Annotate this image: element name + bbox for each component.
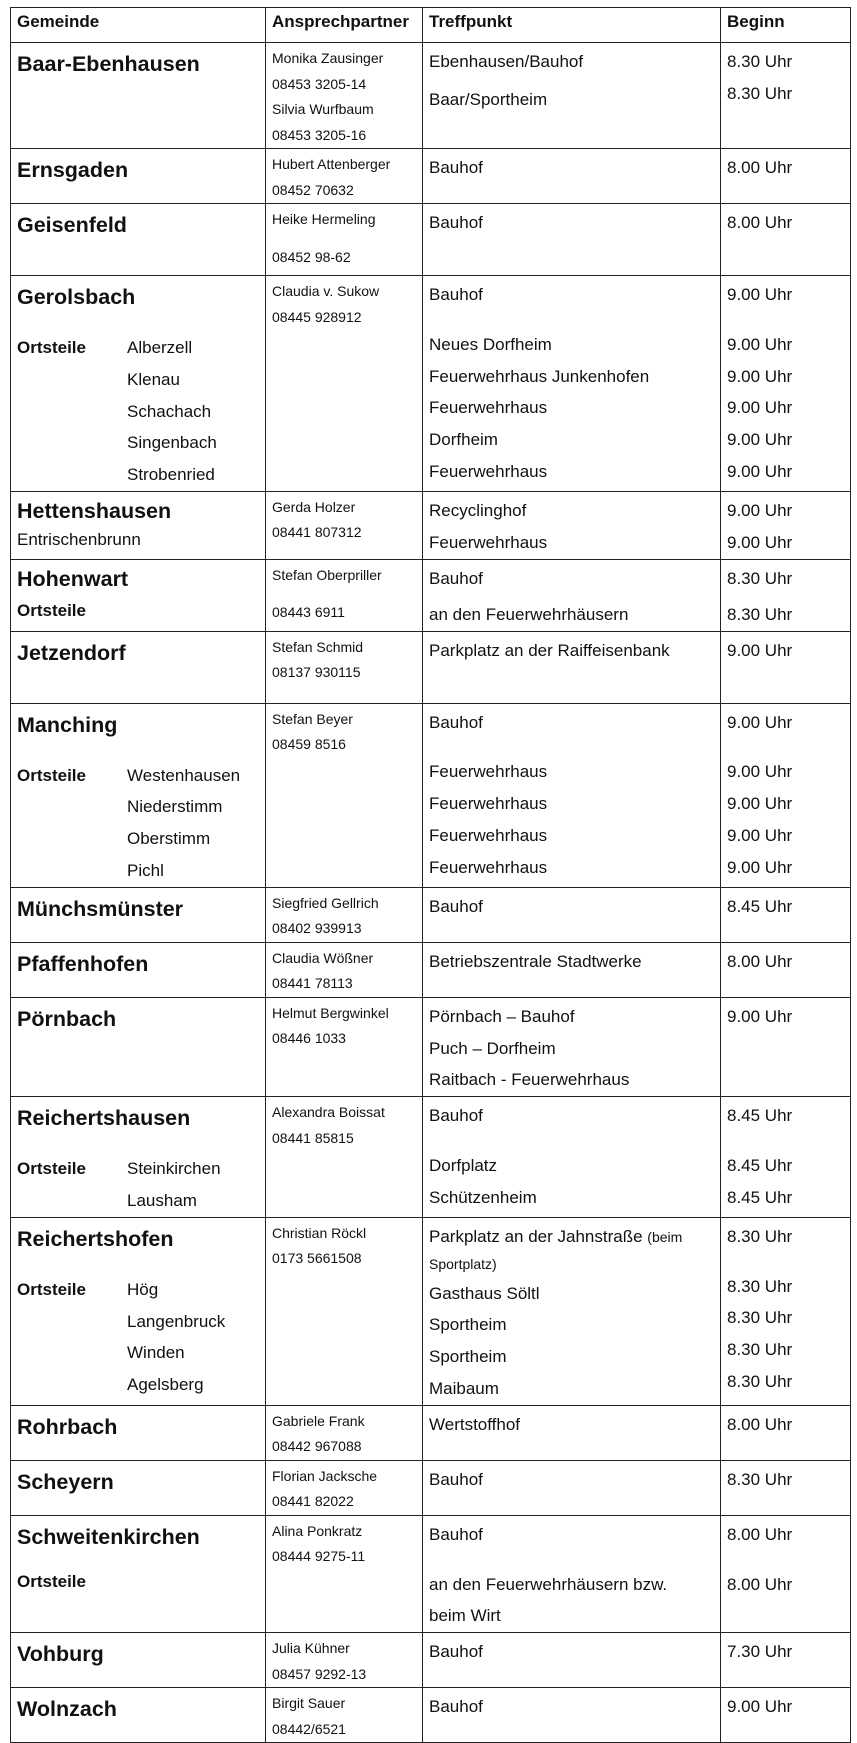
start-time: 8.30 Uhr	[727, 568, 793, 588]
ortsteile-label: Ortsteile	[17, 1571, 86, 1591]
start-time: 9.00 Uhr	[727, 366, 793, 386]
meeting-point: Sportheim	[429, 1315, 507, 1335]
table-row	[11, 1633, 851, 1688]
contact-phone: 0173 5661508	[272, 1250, 362, 1267]
table-row	[11, 276, 851, 492]
time-cell	[721, 631, 851, 703]
contact-phone: 08441 807312	[272, 524, 362, 541]
meeting-point: Feuerwehrhaus	[429, 398, 548, 418]
time-cell	[721, 1460, 851, 1515]
table-row	[11, 204, 851, 276]
contact-person: Gerda Holzer	[272, 498, 356, 515]
start-time: 8.30 Uhr	[727, 1276, 793, 1296]
gemeinde-name: Hettenshausen	[17, 498, 172, 523]
time-cell	[721, 1688, 851, 1743]
header-beginn: Beginn	[721, 8, 851, 43]
meeting-point: Bauhof	[429, 213, 483, 232]
start-time: 9.00 Uhr	[727, 1006, 793, 1026]
start-time: 8.30 Uhr	[727, 604, 793, 624]
contact-person: Stefan Beyer	[272, 710, 353, 727]
contact-phone: 08445 928912	[272, 308, 362, 325]
time-cell	[721, 703, 851, 887]
ortsteile-label: Ortsteile	[17, 765, 86, 785]
meeting-point: Parkplatz an der Jahnstraße (beim	[429, 1226, 683, 1246]
gemeinde-name: Gerolsbach	[17, 285, 136, 309]
gemeinde-name: Hohenwart	[17, 566, 129, 591]
ortsteil-name: Singenbach	[127, 433, 217, 453]
contact-cell	[266, 1405, 423, 1460]
start-time: 9.00 Uhr	[727, 334, 793, 354]
contact-cell	[266, 1633, 423, 1688]
start-time: 9.00 Uhr	[727, 430, 793, 450]
meeting-point: Bauhof	[429, 1524, 483, 1544]
contact-phone: 08453 3205-14	[272, 75, 367, 92]
table-row	[11, 1515, 851, 1632]
meeting-point: beim Wirt	[429, 1606, 501, 1626]
start-time: 8.00 Uhr	[727, 951, 793, 971]
contact-phone: 08452 98-62	[272, 248, 351, 265]
table-row	[11, 887, 851, 942]
meeting-point: Feuerwehrhaus	[429, 461, 548, 481]
meet-cell	[423, 149, 721, 204]
meeting-point: Bauhof	[429, 1106, 483, 1126]
meeting-point: Feuerwehrhaus	[429, 825, 548, 845]
start-time: 9.00 Uhr	[727, 1697, 793, 1717]
meet-cell	[423, 1688, 721, 1743]
table-row	[11, 491, 851, 559]
table-row	[11, 43, 851, 149]
contact-person: Birgit Sauer	[272, 1695, 346, 1712]
start-time: 9.00 Uhr	[727, 794, 793, 814]
meet-cell	[423, 559, 721, 631]
start-time: 9.00 Uhr	[727, 398, 793, 418]
gemeinde-name: Reichertshausen	[17, 1106, 191, 1131]
contact-phone: 08443 6911	[272, 604, 345, 621]
schedule-sheet	[10, 7, 850, 1743]
contact-phone: 08446 1033	[272, 1030, 346, 1047]
contact-phone: 08137 930115	[272, 664, 361, 681]
gemeinde-name: Manching	[17, 712, 118, 737]
start-time: 7.30 Uhr	[727, 1642, 793, 1662]
start-time: 8.45 Uhr	[727, 896, 793, 916]
contact-phone: 08442 967088	[272, 1438, 362, 1455]
ortsteil-name: Alberzell	[127, 338, 193, 357]
start-time: 8.00 Uhr	[727, 1414, 793, 1434]
meet-cell	[423, 887, 721, 942]
gemeinde-name: Schweitenkirchen	[17, 1524, 200, 1549]
meeting-point: an den Feuerwehrhäusern	[429, 604, 629, 624]
time-cell	[721, 1097, 851, 1218]
contact-cell	[266, 149, 423, 204]
start-time: 9.00 Uhr	[727, 461, 793, 481]
time-cell	[721, 1217, 851, 1405]
contact-person: Julia Kühner	[272, 1640, 350, 1657]
start-time: 8.45 Uhr	[727, 1155, 793, 1175]
ortsteil-name: Klenau	[127, 369, 180, 389]
ortsteil-name: Pichl	[127, 860, 164, 880]
contact-person: Florian Jacksche	[272, 1467, 378, 1484]
ortsteil-name: Hög	[127, 1279, 159, 1299]
contact-phone: 08444 9275-11	[272, 1548, 366, 1565]
meeting-point: Wertstoffhof	[429, 1414, 521, 1434]
contact-phone: 08457 9292-13	[272, 1665, 367, 1682]
start-time: 8.00 Uhr	[727, 158, 793, 177]
gemeinde-name: Pfaffenhofen	[17, 951, 149, 976]
meeting-point: Schützenheim	[429, 1187, 537, 1207]
ortsteil-name: Lausham	[127, 1190, 197, 1210]
table-row	[11, 1460, 851, 1515]
meet-cell	[423, 43, 721, 149]
start-time: 8.45 Uhr	[727, 1106, 793, 1126]
contact-cell	[266, 887, 423, 942]
meet-cell	[423, 1405, 721, 1460]
start-time: 9.00 Uhr	[727, 640, 793, 660]
meet-cell	[423, 491, 721, 559]
contact-cell	[266, 1688, 423, 1743]
start-time: 9.00 Uhr	[727, 500, 793, 520]
contact-cell	[266, 997, 423, 1096]
contact-person: Silvia Wurfbaum	[272, 101, 374, 117]
meet-cell	[423, 997, 721, 1096]
contact-phone: 08402 939913	[272, 920, 362, 937]
ortsteil-name: Steinkirchen	[127, 1159, 221, 1179]
meet-cell	[423, 204, 721, 276]
time-cell	[721, 491, 851, 559]
contact-person: Claudia v. Sukow	[272, 283, 380, 299]
contact-cell	[266, 1460, 423, 1515]
contact-cell	[266, 559, 423, 631]
meeting-point: Feuerwehrhaus Junkenhofen	[429, 366, 650, 386]
ortsteile-label: Ortsteile	[17, 1279, 86, 1299]
time-cell	[721, 1633, 851, 1688]
table-row	[11, 997, 851, 1096]
contact-cell	[266, 491, 423, 559]
meeting-point: Betriebszentrale Stadtwerke	[429, 951, 642, 971]
table-row	[11, 942, 851, 997]
meeting-point: Feuerwehrhaus	[429, 857, 548, 877]
contact-cell	[266, 43, 423, 149]
meet-cell	[423, 276, 721, 492]
start-time: 8.00 Uhr	[727, 1574, 793, 1594]
time-cell	[721, 1515, 851, 1632]
gemeinde-name: Scheyern	[17, 1469, 114, 1494]
table-row	[11, 1405, 851, 1460]
gemeinde-name: Vohburg	[17, 1642, 104, 1667]
start-time: 8.30 Uhr	[727, 1226, 793, 1246]
meet-cell	[423, 1633, 721, 1688]
ortsteil-name: Westenhausen	[127, 765, 241, 785]
ortsteil-name: Entrischenbrunn	[17, 529, 141, 549]
table-row	[11, 703, 851, 887]
ortsteil-name: Oberstimm	[127, 829, 211, 849]
meeting-point: Neues Dorfheim	[429, 334, 552, 354]
meeting-point: Bauhof	[429, 568, 483, 588]
time-cell	[721, 43, 851, 149]
table-row	[11, 1217, 851, 1405]
gemeinde-name: Geisenfeld	[17, 213, 127, 237]
start-time: 9.00 Uhr	[727, 857, 793, 877]
meeting-point: Raitbach - Feuerwehrhaus	[429, 1070, 630, 1090]
gemeinde-name: Münchsmünster	[17, 896, 184, 921]
start-time: 9.00 Uhr	[727, 532, 793, 552]
meeting-point: Pörnbach – Bauhof	[429, 1006, 575, 1026]
contact-cell	[266, 204, 423, 276]
start-time: 8.30 Uhr	[727, 1308, 793, 1328]
meet-cell	[423, 1097, 721, 1218]
meeting-point: Gasthaus Söltl	[429, 1283, 540, 1303]
start-time: 8.30 Uhr	[727, 83, 793, 103]
contact-person: Claudia Wößner	[272, 949, 374, 966]
gemeinde-name: Reichertshofen	[17, 1226, 174, 1251]
meeting-point: Recyclinghof	[429, 500, 527, 520]
meeting-point: Parkplatz an der Raiffeisenbank	[429, 640, 670, 660]
meet-cell	[423, 1217, 721, 1405]
gemeinde-name: Baar-Ebenhausen	[17, 52, 200, 76]
ortsteil-name: Winden	[127, 1343, 185, 1363]
meeting-point: an den Feuerwehrhäusern bzw.	[429, 1574, 668, 1594]
gemeinde-name: Ernsgaden	[17, 158, 129, 182]
meet-cell	[423, 1460, 721, 1515]
contact-person: Heike Hermeling	[272, 211, 376, 227]
gemeinde-name: Wolnzach	[17, 1697, 117, 1722]
contact-phone: 08452 70632	[272, 181, 354, 198]
start-time: 8.45 Uhr	[727, 1187, 793, 1207]
contact-person: Alina Ponkratz	[272, 1522, 363, 1539]
ortsteil-name: Agelsberg	[127, 1375, 204, 1395]
start-time: 8.30 Uhr	[727, 52, 793, 71]
ortsteil-name: Langenbruck	[127, 1311, 226, 1331]
start-time: 9.00 Uhr	[727, 762, 793, 782]
meeting-point-note: Sportplatz)	[429, 1255, 497, 1272]
start-time: 9.00 Uhr	[727, 285, 793, 304]
meeting-point: Baar/Sportheim	[429, 89, 548, 109]
start-time: 8.00 Uhr	[727, 1524, 793, 1544]
ortsteile-label: Ortsteile	[17, 1159, 86, 1179]
meet-cell	[423, 942, 721, 997]
time-cell	[721, 559, 851, 631]
meeting-point: Dorfplatz	[429, 1155, 498, 1175]
meet-cell	[423, 631, 721, 703]
meeting-point: Bauhof	[429, 285, 483, 304]
contact-phone: 08459 8516	[272, 736, 346, 753]
time-cell	[721, 942, 851, 997]
ortsteile-label: Ortsteile	[17, 600, 86, 620]
ortsteil-name: Schachach	[127, 401, 212, 421]
contact-cell	[266, 1217, 423, 1405]
start-time: 8.30 Uhr	[727, 1340, 793, 1360]
meeting-point: Bauhof	[429, 896, 483, 916]
start-time: 9.00 Uhr	[727, 712, 793, 732]
contact-cell	[266, 276, 423, 492]
header-treffpunkt: Treffpunkt	[423, 8, 721, 43]
table-row	[11, 1097, 851, 1218]
meeting-point: Bauhof	[429, 158, 483, 177]
contact-cell	[266, 942, 423, 997]
contact-cell	[266, 703, 423, 887]
meeting-point: Bauhof	[429, 712, 483, 732]
header-ansprechpartner: Ansprechpartner	[266, 8, 423, 43]
table-row	[11, 149, 851, 204]
time-cell	[721, 204, 851, 276]
table-row	[11, 1688, 851, 1743]
meeting-point: Bauhof	[429, 1642, 483, 1662]
contact-cell	[266, 1515, 423, 1632]
meet-cell	[423, 1515, 721, 1632]
time-cell	[721, 276, 851, 492]
start-time: 8.30 Uhr	[727, 1371, 793, 1391]
contact-phone: 08441 85815	[272, 1129, 354, 1146]
contact-phone: 08442/6521	[272, 1720, 346, 1737]
meeting-point: Dorfheim	[429, 430, 498, 450]
contact-person: Helmut Bergwinkel	[272, 1004, 389, 1021]
contact-phone: 08453 3205-16	[272, 126, 367, 143]
meet-cell	[423, 703, 721, 887]
contact-person: Siegfried Gellrich	[272, 894, 379, 911]
contact-cell	[266, 1097, 423, 1218]
header-row	[11, 8, 851, 43]
gemeinde-name: Jetzendorf	[17, 640, 126, 665]
contact-phone: 08441 82022	[272, 1493, 354, 1510]
contact-person: Alexandra Boissat	[272, 1104, 385, 1121]
ortsteile-label: Ortsteile	[17, 338, 86, 357]
gemeinde-name: Pörnbach	[17, 1006, 117, 1031]
start-time: 8.30 Uhr	[727, 1469, 793, 1489]
meeting-point: Bauhof	[429, 1469, 483, 1489]
meeting-point: Feuerwehrhaus	[429, 532, 548, 552]
meeting-point: Sportheim	[429, 1347, 507, 1367]
contact-person: Monika Zausinger	[272, 50, 384, 66]
contact-person: Hubert Attenberger	[272, 156, 391, 172]
contact-person: Christian Röckl	[272, 1224, 367, 1241]
table-row	[11, 631, 851, 703]
meeting-point: Maibaum	[429, 1378, 499, 1398]
meeting-point: Bauhof	[429, 1697, 483, 1717]
table-row	[11, 559, 851, 631]
contact-person: Gabriele Frank	[272, 1412, 365, 1429]
meeting-point: Puch – Dorfheim	[429, 1038, 556, 1058]
time-cell	[721, 887, 851, 942]
contact-person: Stefan Schmid	[272, 638, 364, 655]
meeting-point: Feuerwehrhaus	[429, 762, 548, 782]
time-cell	[721, 997, 851, 1096]
time-cell	[721, 1405, 851, 1460]
ortsteil-name: Niederstimm	[127, 797, 223, 817]
gemeinde-name: Rohrbach	[17, 1414, 118, 1439]
ortsteil-name: Strobenried	[127, 465, 215, 485]
start-time: 9.00 Uhr	[727, 825, 793, 845]
meeting-point: Ebenhausen/Bauhof	[429, 52, 584, 71]
meeting-point: Feuerwehrhaus	[429, 794, 548, 814]
start-time: 8.00 Uhr	[727, 213, 793, 232]
time-cell	[721, 149, 851, 204]
contact-person: Stefan Oberpriller	[272, 566, 382, 583]
header-gemeinde: Gemeinde	[11, 8, 266, 43]
contact-phone: 08441 78113	[272, 975, 353, 992]
contact-cell	[266, 631, 423, 703]
schedule-table	[10, 7, 851, 1743]
